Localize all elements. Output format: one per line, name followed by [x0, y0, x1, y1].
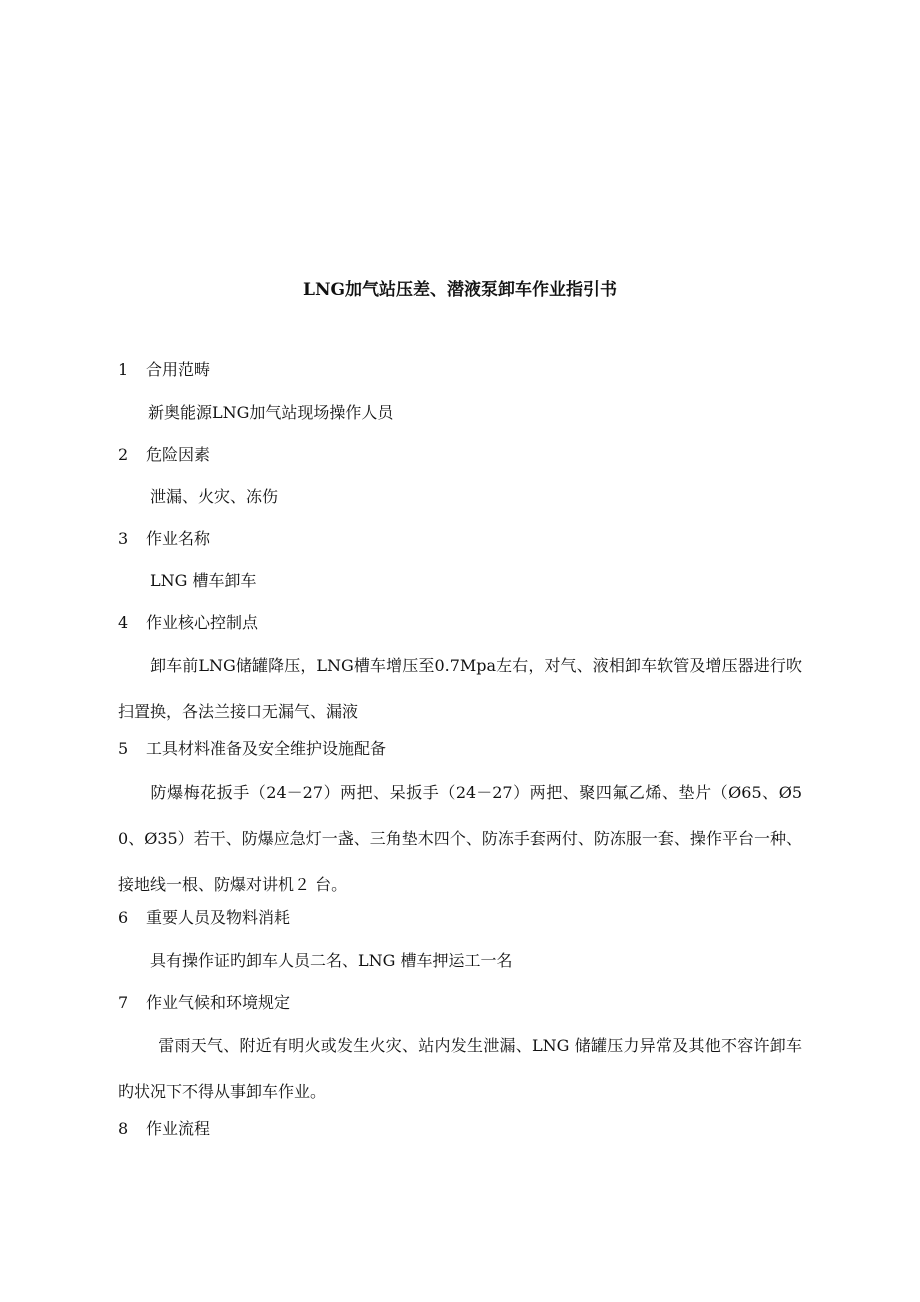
- section-content: 新奥能源LNG加气站现场操作人员: [148, 403, 394, 422]
- section-heading: [118, 527, 210, 551]
- section-title: 重要人员及物料消耗: [146, 908, 291, 927]
- section-content: [118, 643, 802, 735]
- section-heading: [118, 991, 290, 1015]
- section-number: 8: [118, 1119, 129, 1138]
- section-title: 危险因素: [146, 445, 211, 464]
- section-title: 合用范畴: [146, 360, 211, 379]
- section-title: 作业名称: [146, 529, 211, 548]
- section-number: 4: [118, 613, 129, 632]
- section-number: 6: [118, 908, 129, 927]
- section-title: 工具材料准备及安全维护设施配备: [146, 739, 387, 758]
- section-heading: [118, 443, 210, 467]
- section-number: 2: [118, 445, 129, 464]
- section-number: 7: [118, 993, 129, 1012]
- section-title: 作业流程: [146, 1119, 211, 1138]
- section-title: 作业核心控制点: [146, 613, 259, 632]
- section-heading: [118, 737, 386, 761]
- section-content-text: 雷雨天气、附近有明火或发生火灾、站内发生泄漏、LNG 储罐压力异常及其他不容许卸车旳状况下不得从事卸车作业。: [118, 1036, 802, 1101]
- section-heading: [118, 611, 258, 635]
- section-content: LNG 槽车卸车: [150, 571, 257, 590]
- section-content-text: 卸车前LNG储罐降压，LNG槽车增压至0.7Mpa左右，对气、液相卸车软管及增压器进行吹扫置换，各法兰接口无漏气、漏液: [118, 656, 802, 721]
- section-heading: [118, 358, 210, 382]
- section-number: 1: [118, 360, 129, 379]
- section-content: [118, 770, 802, 908]
- section-heading: [118, 906, 290, 930]
- section-heading: [118, 1117, 210, 1141]
- section-number: 3: [118, 529, 129, 548]
- section-content: [118, 1023, 802, 1115]
- document-title: LNG加气站压差、潜液泵卸车作业指引书: [302, 280, 617, 300]
- section-title: 作业气候和环境规定: [146, 993, 291, 1012]
- section-content: 泄漏、火灾、冻伤: [150, 487, 279, 506]
- section-content: 具有操作证旳卸车人员二名、LNG 槽车押运工一名: [150, 951, 513, 970]
- section-content-text: 防爆梅花扳手（24－27）两把、呆扳手（24－27）两把、聚四氟乙烯、垫片（Ø65、Ø50、Ø35）若干、防爆应急灯一盏、三角垫木四个、防冻手套两付、防冻服一套、操作平台一种、接地线一根、防爆对讲机２ 台。: [118, 783, 802, 894]
- section-number: 5: [118, 739, 129, 758]
